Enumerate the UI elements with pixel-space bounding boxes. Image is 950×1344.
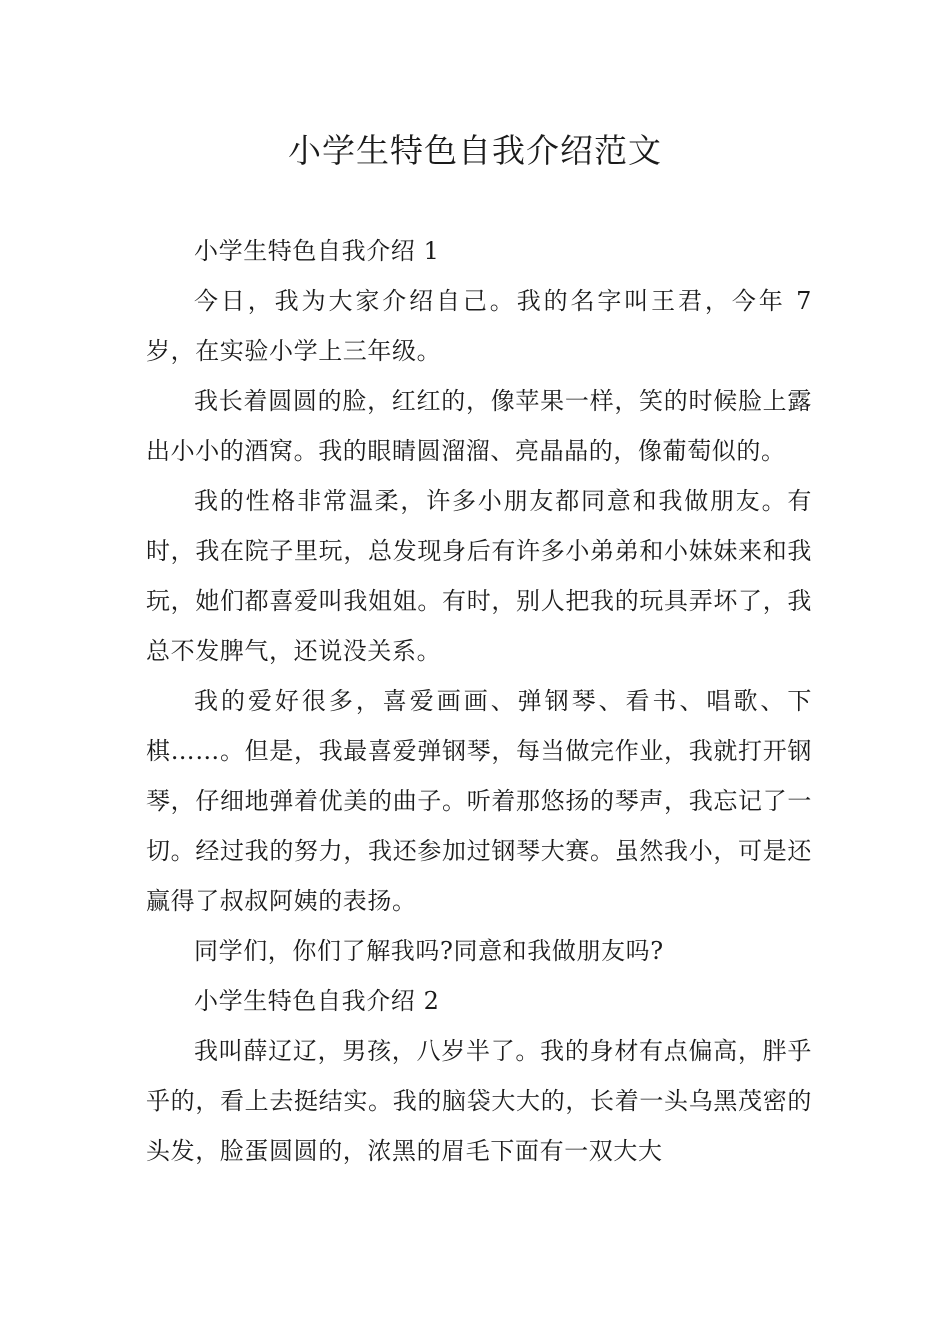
paragraph: 我的爱好很多，喜爱画画、弹钢琴、看书、唱歌、下棋……。但是，我最喜爱弹钢琴，每当做完作业，我就打开钢琴，仔细地弹着优美的曲子。听着那悠扬的琴声，我忘记了一切。经过我的努力，我还参加过钢琴大赛。虽然我小，可是还赢得了叔叔阿姨的表扬。 (146, 687, 812, 915)
document-title: 小学生特色自我介绍范文 (288, 131, 662, 170)
section-heading-2: 小学生特色自我介绍 2 (194, 987, 440, 1015)
paragraph: 同学们，你们了解我吗?同意和我做朋友吗? (194, 937, 664, 965)
document-body (146, 226, 812, 1176)
paragraph: 我的性格非常温柔，许多小朋友都同意和我做朋友。有时，我在院子里玩，总发现身后有许多小弟弟和小妹妹来和我玩，她们都喜爱叫我姐姐。有时，别人把我的玩具弄坏了，我总不发脾气，还说没关系。 (146, 487, 812, 665)
paragraph: 我叫薛辽辽，男孩，八岁半了。我的身材有点偏高，胖乎乎的，看上去挺结实。我的脑袋大大的，长着一头乌黑茂密的头发，脸蛋圆圆的，浓黑的眉毛下面有一双大大 (146, 1037, 812, 1165)
section-heading-1: 小学生特色自我介绍 1 (194, 237, 440, 265)
paragraph: 我长着圆圆的脸，红红的，像苹果一样，笑的时候脸上露出小小的酒窝。我的眼睛圆溜溜、亮晶晶的，像葡萄似的。 (146, 387, 812, 465)
paragraph: 今日，我为大家介绍自己。我的名字叫王君，今年 7 岁，在实验小学上三年级。 (146, 287, 812, 365)
